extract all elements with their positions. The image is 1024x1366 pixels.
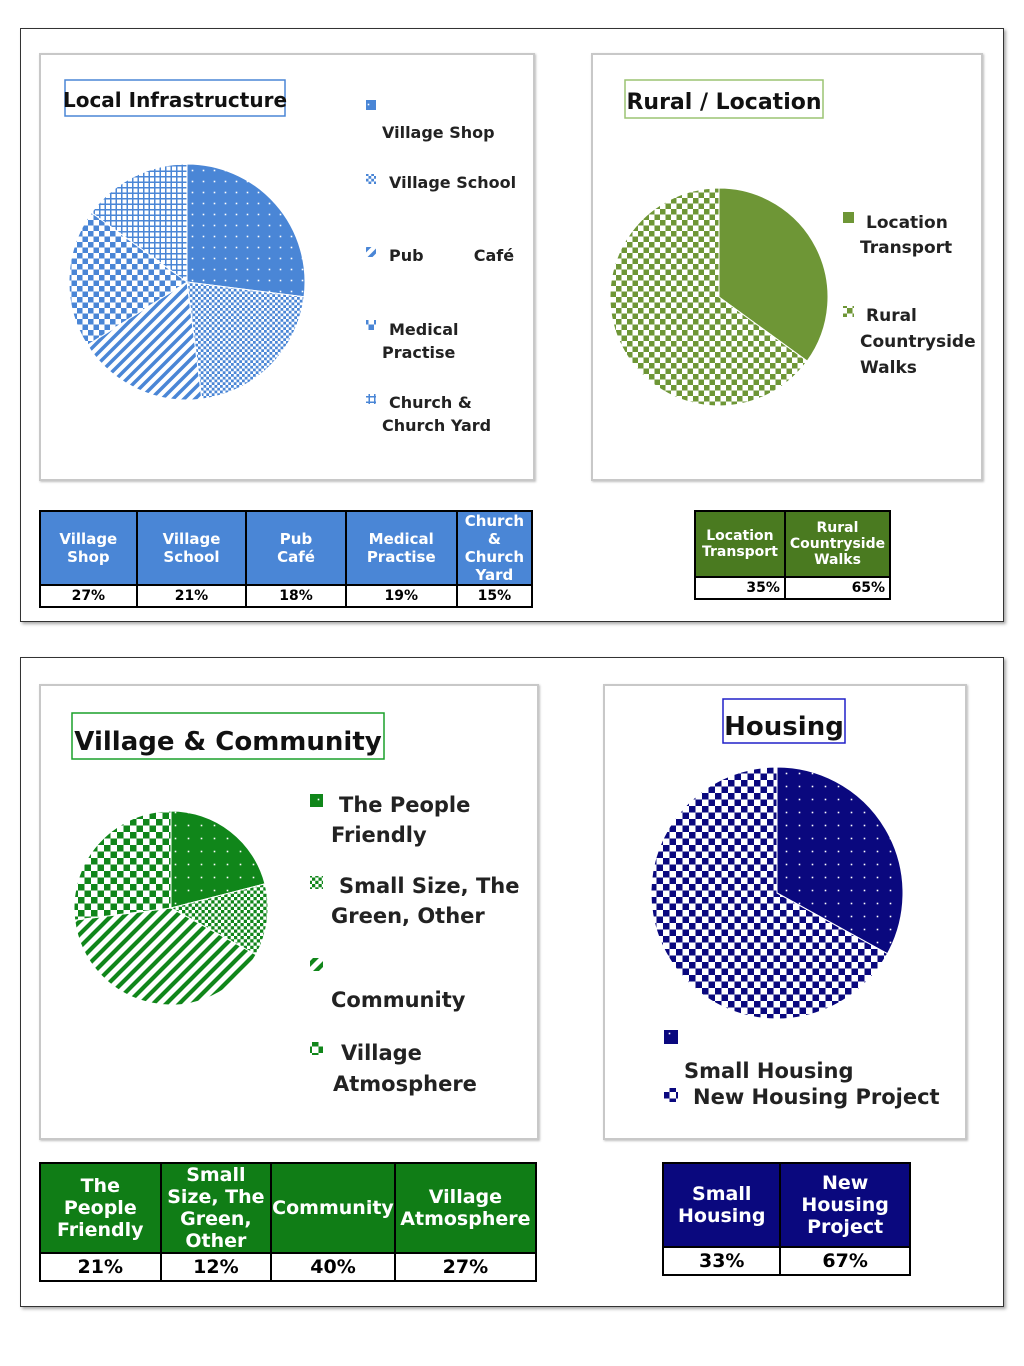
legend-label-small-line2: Green, Other: [331, 904, 485, 928]
legend-label-community: Community: [331, 988, 466, 1012]
legend-label-people-line2: Friendly: [331, 823, 427, 847]
legend-label-church-line2: Church Yard: [382, 416, 492, 435]
legend-label-people-line1: The People: [339, 793, 471, 817]
rural-td-1: 65%: [785, 577, 890, 599]
legend-label-location-line1: Location: [866, 213, 948, 233]
pie-slice-village-atmosphere: [74, 811, 171, 920]
infra-td-2: 18%: [246, 585, 345, 607]
rural-legend: [843, 212, 976, 378]
legend-swatch-village-shop: [366, 100, 376, 110]
pie-slice-village-shop: [187, 164, 305, 297]
village-data-table: [39, 1162, 537, 1282]
infra-data-table: [39, 510, 533, 608]
legend-label-rural-line3: Walks: [860, 358, 917, 378]
legend-label-church-line1: Church &: [389, 393, 472, 412]
infra-td-4: 15%: [457, 585, 532, 607]
legend-label-village-line2: Atmosphere: [333, 1072, 477, 1096]
village-td-3: 27%: [395, 1253, 536, 1281]
legend-swatch-village-school: [366, 174, 376, 184]
legend-swatch-church: [366, 394, 376, 404]
housing-th-1: New Housing Project: [780, 1163, 909, 1247]
village-title: Village & Community: [74, 727, 382, 757]
housing-data-table: [662, 1162, 911, 1276]
infra-td-1: 21%: [137, 585, 247, 607]
legend-label-small-housing: Small Housing: [684, 1059, 854, 1083]
village-chart: [72, 713, 519, 1096]
village-th-2: Community: [271, 1163, 395, 1253]
infra-th-4: Church & Church Yard: [457, 511, 532, 585]
rural-td-0: 35%: [695, 577, 785, 599]
legend-label-medical-line1: Medical: [389, 320, 459, 339]
housing-th-0: Small Housing: [663, 1163, 780, 1247]
legend-swatch-small-housing: [664, 1030, 678, 1044]
rural-title: Rural / Location: [626, 90, 822, 115]
legend-label-rural-line1: Rural: [866, 306, 917, 326]
rural-th-0: Location Transport: [695, 511, 785, 577]
legend-swatch-new-housing: [664, 1088, 678, 1102]
infra-td-3: 19%: [346, 585, 457, 607]
infra-td-0: 27%: [40, 585, 137, 607]
legend-label-rural-line2: Countryside: [860, 332, 976, 352]
legend-swatch-pub-cafe: [366, 247, 376, 257]
legend-label-small-line1: Small Size, The: [339, 874, 520, 898]
village-th-0: The People Friendly: [40, 1163, 161, 1253]
pie-slice-village-school: [187, 282, 304, 399]
infra-title: Local Infrastructure: [62, 88, 288, 112]
legend-swatch-rural-countryside: [843, 306, 854, 317]
village-td-2: 40%: [271, 1253, 395, 1281]
infra-th-3: Medical Practise: [346, 511, 457, 585]
rural-th-1: Rural Countryside Walks: [785, 511, 890, 577]
infra-legend: [366, 100, 516, 435]
housing-chart: [651, 699, 940, 1109]
legend-label-medical-line2: Practise: [382, 343, 456, 362]
legend-swatch-location-transport: [843, 212, 854, 223]
legend-swatch-community: [310, 958, 323, 971]
rural-chart: [610, 80, 976, 406]
village-th-3: Village Atmosphere: [395, 1163, 536, 1253]
village-pie: [74, 811, 268, 1005]
infra-chart: [63, 80, 516, 435]
legend-swatch-people-friendly: [310, 794, 323, 807]
village-td-1: 12%: [161, 1253, 272, 1281]
housing-legend: [664, 1030, 940, 1109]
legend-label-village-school: Village School: [389, 173, 517, 192]
legend-label-village-shop: Village Shop: [382, 123, 495, 142]
rural-pie: [610, 188, 828, 406]
legend-label-village-line1: Village: [341, 1041, 422, 1065]
village-th-1: Small Size, The Green, Other: [161, 1163, 272, 1253]
legend-label-location-line2: Transport: [860, 238, 953, 258]
housing-pie: [651, 767, 903, 1019]
legend-label-pub-cafe: Pub Café: [389, 246, 515, 265]
rural-data-table: [694, 510, 891, 600]
housing-td-0: 33%: [663, 1247, 780, 1275]
village-legend: [310, 793, 519, 1096]
infra-th-1: Village School: [137, 511, 247, 585]
legend-swatch-village-atmosphere: [310, 1042, 323, 1055]
legend-label-new-housing: New Housing Project: [693, 1085, 940, 1109]
infra-th-0: Village Shop: [40, 511, 137, 585]
village-td-0: 21%: [40, 1253, 161, 1281]
legend-swatch-small-size: [310, 876, 323, 889]
infra-th-2: Pub Café: [246, 511, 345, 585]
housing-td-1: 67%: [780, 1247, 909, 1275]
legend-swatch-medical-practise: [366, 320, 376, 330]
infra-pie: [69, 164, 305, 400]
housing-title: Housing: [724, 712, 844, 742]
